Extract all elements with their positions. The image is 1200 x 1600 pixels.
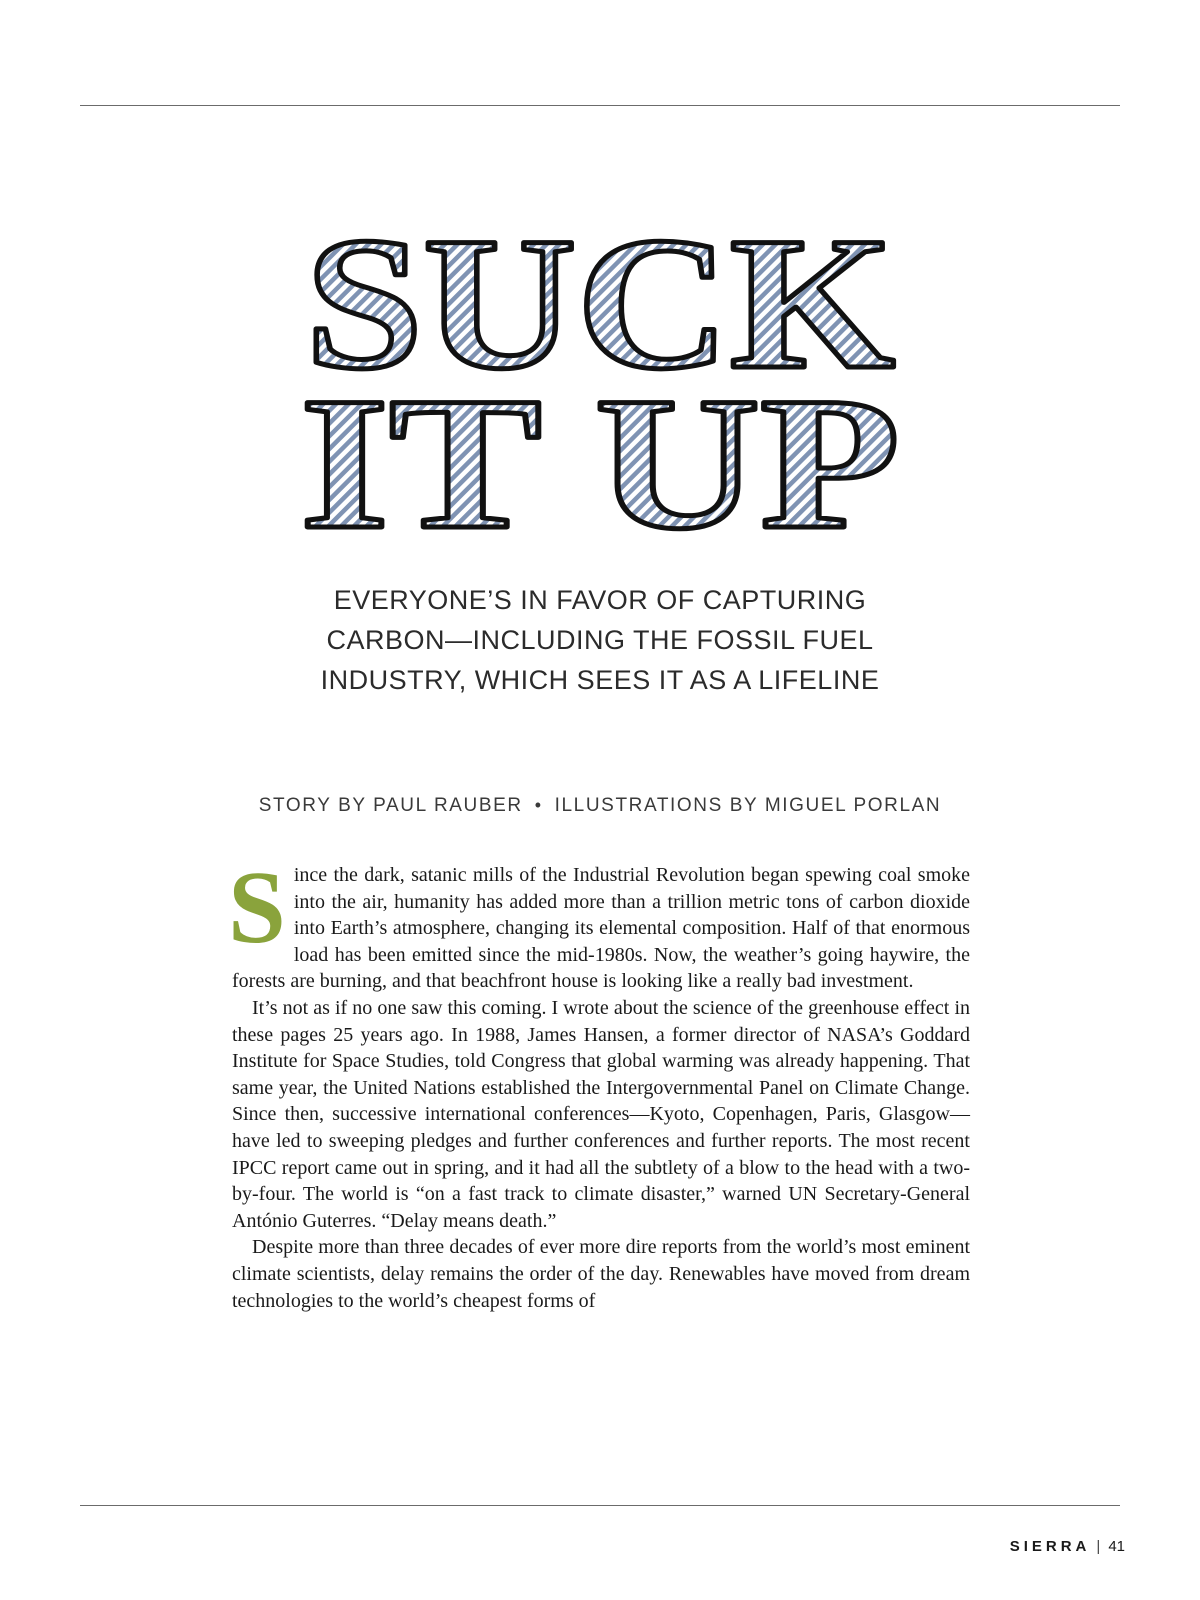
article-paragraph-2: It’s not as if no one saw this coming. I wrote about the science of the greenhouse effect in these pages 25 years ago. In 1988, James Hansen, a former director of NASA’s Goddard Institute for Space Studies, told Congress that global warming was already happening. That same year, the United Nations established the Intergovernmental Panel on Climate Change. Since then, successive international conferences—Kyoto, Copenhagen, Paris, Glasgow—have led to sweeping pledges and further conferences and further reports. The most recent IPCC report came out in spring, and it had all the subtlety of a blow to the head with a two-by-four. The world is “on a fast track to climate disaster,” warned UN Secretary-General António Guterres. “Delay means death.” bbox=[232, 996, 970, 1232]
byline-story-credit: STORY BY PAUL RAUBER bbox=[258, 795, 523, 816]
headline-line-1: SUCK bbox=[305, 215, 895, 409]
drop-cap: S bbox=[228, 850, 286, 965]
deck-line-3: INDUSTRY, WHICH SEES IT AS A LIFELINE bbox=[320, 665, 880, 695]
article-body bbox=[228, 850, 970, 1314]
magazine-name: SIERRA bbox=[1009, 1538, 1091, 1555]
deck-subtitle bbox=[250, 580, 950, 700]
top-rule bbox=[80, 105, 1120, 106]
article-paragraph-3: Despite more than three decades of ever more dire reports from the world’s most eminent climate scientists, delay remains the order of the day. Renewables have moved from dream technologies to the world’s cheapest forms of bbox=[232, 1236, 970, 1312]
bottom-rule bbox=[80, 1505, 1120, 1506]
article-paragraph-1 bbox=[228, 850, 970, 995]
deck-line-1: EVERYONE’S IN FAVOR OF CAPTURING bbox=[333, 585, 867, 615]
footer-separator: | bbox=[1096, 1538, 1101, 1555]
article-paragraph-1-text: ince the dark, satanic mills of the Industrial Revolution began spewing coal smoke into the air, humanity has added more than a trillion metric tons of carbon dioxide into Earth’s atmosphere, changing its elemental composition. Half of that enormous load has been emitted since the mid-1980s. Now, the weather’s going haywire, the forests are burning, and that beachfront house is looking like a really bad investment. bbox=[232, 864, 970, 993]
headline-graphic bbox=[0, 215, 1200, 565]
headline bbox=[0, 215, 1200, 565]
byline-illustration-credit: ILLUSTRATIONS BY MIGUEL PORLAN bbox=[554, 795, 942, 816]
byline-separator: • bbox=[534, 795, 543, 815]
page-number: 41 bbox=[1108, 1538, 1125, 1555]
page-footer bbox=[1010, 1538, 1125, 1555]
byline bbox=[150, 795, 1050, 817]
headline-line-2: IT UP bbox=[300, 359, 900, 565]
deck-line-2: CARBON—INCLUDING THE FOSSIL FUEL bbox=[326, 625, 874, 655]
